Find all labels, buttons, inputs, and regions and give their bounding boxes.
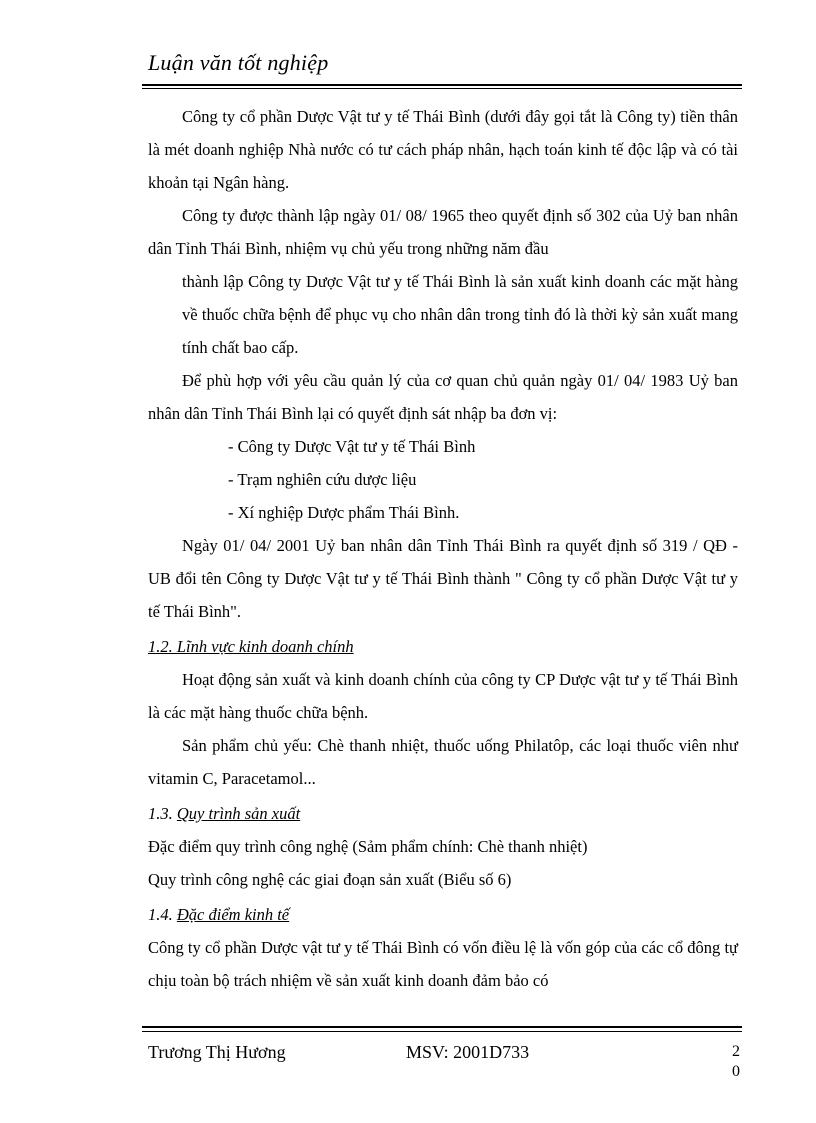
footer-student-id: MSV: 2001D733 bbox=[406, 1042, 530, 1062]
merge-list bbox=[148, 430, 738, 529]
paragraph-merger: Để phù hợp với yêu cầu quản lý của cơ quan chủ quản ngày 01/ 04/ 1983 Uỷ ban nhân dân Tỉnh Thái Bình lại có quyết định sát nhập ba đơn vị: bbox=[148, 371, 738, 423]
section-title-1-3: Quy trình sản xuất bbox=[176, 804, 301, 823]
paragraph-company-intro: Công ty cổ phần Dược Vật tư y tế Thái Bình (dưới đây gọi tắt là Công ty) tiền thân là mét doanh nghiệp Nhà nước có tư cách pháp nhân, hạch toán kinh tế độc lập và có tài khoản tại Ngân hàng. bbox=[148, 107, 738, 192]
list-item: - Công ty Dược Vật tư y tế Thái Bình bbox=[228, 437, 476, 456]
header-rule-top bbox=[142, 84, 742, 86]
body-content bbox=[148, 100, 738, 997]
section-title-1-4: Đặc điểm kinh tế bbox=[176, 905, 290, 924]
section-number-1-3: 1.3. bbox=[148, 804, 173, 823]
list-item: - Trạm nghiên cứu dược liệu bbox=[228, 470, 417, 489]
footer-author: Trương Thị Hương bbox=[148, 1042, 286, 1062]
section-number-1-4: 1.4. bbox=[148, 905, 173, 924]
header-rule-bottom bbox=[142, 88, 742, 89]
paragraph-renaming: Ngày 01/ 04/ 2001 Uỷ ban nhân dân Tỉnh Thái Bình ra quyết định số 319 / QĐ - UB đổi tên Công ty Dược Vật tư y tế Thái Bình thành " Công ty cổ phần Dược Vật tư y tế Thái Bình". bbox=[148, 536, 738, 621]
section-heading-1-2-text: 1.2. Lĩnh vực kinh doanh chính bbox=[148, 637, 354, 656]
paragraph-economic-features: Công ty cổ phần Dược vật tư y tế Thái Bình có vốn điều lệ là vốn góp của các cổ đông tự chịu toàn bộ trách nhiệm về sản xuất kinh doanh đảm bảo có bbox=[148, 938, 738, 990]
paragraph-process-features: Đặc điểm quy trình công nghệ (Sảm phẩm chính: Chè thanh nhiệt) bbox=[148, 837, 588, 856]
section-heading-1-4 bbox=[148, 898, 738, 931]
paragraph-business-activity: Hoạt động sản xuất và kinh doanh chính của công ty CP Dược vật tư y tế Thái Bình là các mặt hàng thuốc chữa bệnh. bbox=[148, 670, 738, 722]
paragraph-process-stages: Quy trình công nghệ các giai đoạn sản xuất (Biểu số 6) bbox=[148, 870, 512, 889]
footer-rule-top bbox=[142, 1026, 742, 1028]
paragraph-founding: Công ty được thành lập ngày 01/ 08/ 1965 theo quyết định số 302 của Uỷ ban nhân dân Tỉnh Thái Bình, nhiệm vụ chủ yếu trong những năm đầu bbox=[148, 206, 738, 258]
section-heading-1-2 bbox=[148, 630, 738, 663]
paragraph-founding-continued: thành lập Công ty Dược Vật tư y tế Thái Bình là sản xuất kinh doanh các mặt hàng về thuốc chữa bệnh để phục vụ cho nhân dân trong tỉnh đó là thời kỳ sản xuất mang tính chất bao cấp. bbox=[182, 272, 738, 357]
footer-rule-bottom bbox=[142, 1031, 742, 1032]
list-item: - Xí nghiệp Dược phẩm Thái Bình. bbox=[228, 503, 460, 522]
paragraph-main-products: Sản phẩm chủ yếu: Chè thanh nhiệt, thuốc uống Philatôp, các loại thuốc viên như vitamin C, Paracetamol... bbox=[148, 736, 738, 788]
section-heading-1-3 bbox=[148, 797, 738, 830]
header-title: Luận văn tốt nghiệp bbox=[148, 50, 329, 75]
page-number: 20 bbox=[732, 1043, 740, 1080]
